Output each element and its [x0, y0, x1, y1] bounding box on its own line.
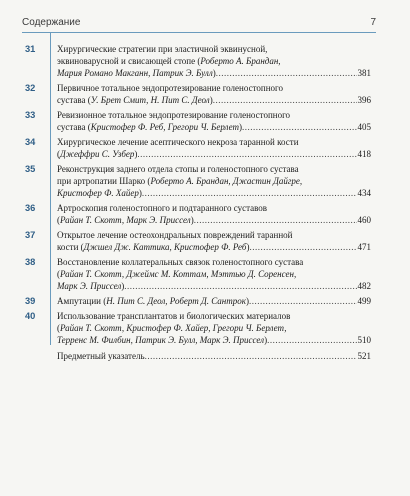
index-line: Предметный указатель ..... 521 — [57, 350, 371, 362]
chapter-page: 499 — [357, 296, 371, 306]
running-head — [22, 17, 376, 33]
chapter-number: 36 — [25, 203, 36, 213]
chapter-title-line: Реконструкция заднего отдела стопы и голеностопного сустава — [57, 164, 299, 174]
chapter-authors-line: Ампутации (Н. Пит С. Деол, Роберт Д. Сантрок) ..... 499 — [57, 295, 371, 307]
chapter-number: 32 — [25, 83, 36, 93]
chapter-number: 38 — [25, 257, 36, 267]
chapter-authors-line: (Джеффри С. Узбер) ..... 418 — [57, 148, 371, 160]
chapter-authors-line: Марк Э. Приссел) ..... 482 — [57, 280, 371, 292]
chapter-page: 482 — [357, 281, 371, 291]
page-number: 7 — [370, 17, 376, 28]
chapter-page: 434 — [357, 188, 371, 198]
chapter-authors-line: Мария Романо Макганн, Патрик Э. Булл) ..... 381 — [57, 67, 371, 79]
index-page: 521 — [357, 351, 371, 361]
chapter-title-line: Открытое лечение остеохондральных повреждений таранной — [57, 230, 293, 240]
chapter-page: 510 — [357, 335, 371, 345]
chapter-authors-line: сустава (У. Брет Смит, Н. Пит С. Деол) ..... 396 — [57, 94, 371, 106]
chapter-title-line: Первичное тотальное эндопротезирование голеностопного — [57, 83, 283, 93]
chapter-title-line: Восстановление коллатеральных связок голеностопного сустава — [57, 257, 304, 267]
chapter-title-line: Хирургические стратегии при эластичной эквинусной, — [57, 44, 268, 54]
chapter-title-line: при артропатии Шарко (Роберто А. Брандан, Джастин Дайгре, — [57, 176, 303, 186]
chapter-title-line: Артроскопия голеностопного и подтаранного суставов — [57, 203, 268, 213]
chapter-number: 33 — [25, 110, 36, 120]
chapter-page: 381 — [357, 68, 371, 78]
chapter-number: 34 — [25, 137, 36, 147]
chapter-authors-line: кости (Джшел Дж. Каттика, Кристофер Ф. Реб) ..... 471 — [57, 241, 371, 253]
chapter-page: 460 — [357, 215, 371, 225]
chapter-page: 396 — [357, 95, 371, 105]
chapter-number: 40 — [25, 311, 36, 321]
chapter-number: 39 — [25, 296, 36, 306]
chapter-page: 418 — [357, 149, 371, 159]
chapter-page: 405 — [357, 122, 371, 132]
number-column-rule — [50, 33, 51, 345]
chapter-title-line: (Райан Т. Скотт, Джеймс М. Коттам, Мэттью Д. Соренсен, — [57, 269, 297, 279]
chapter-title-line: Хирургическое лечение асептического некроза таранной кости — [57, 137, 299, 147]
chapter-title-line: (Райан Т. Скотт, Кристофер Ф. Хайер, Грегори Ч. Берлет, — [57, 323, 287, 333]
chapter-number: 37 — [25, 230, 36, 240]
chapter-page: 471 — [357, 242, 371, 252]
chapter-title-line: эквиноварусной и свисающей стопе (Роберто А. Брандан, — [57, 56, 281, 66]
chapter-authors-line: Терренс М. Филбин, Патрик Э. Булл, Марк Э. Приссел) ..... 510 — [57, 334, 371, 346]
chapter-authors-line: Кристофер Ф. Хайер) ..... 434 — [57, 187, 371, 199]
chapter-authors-line: сустава (Кристофер Ф. Реб, Грегори Ч. Берлет) ..... 405 — [57, 121, 371, 133]
chapter-number: 31 — [25, 44, 36, 54]
chapter-title-line: Ревизионное тотальное эндопротезирование голеностопного — [57, 110, 291, 120]
header-rule — [22, 32, 376, 33]
chapter-authors-line: (Райан Т. Скотт, Марк Э. Приссел) ..... 460 — [57, 214, 371, 226]
section-title: Содержание — [22, 17, 81, 28]
chapter-number: 35 — [25, 164, 36, 174]
chapter-title-line: Использование трансплантатов и биологических материалов — [57, 311, 291, 321]
